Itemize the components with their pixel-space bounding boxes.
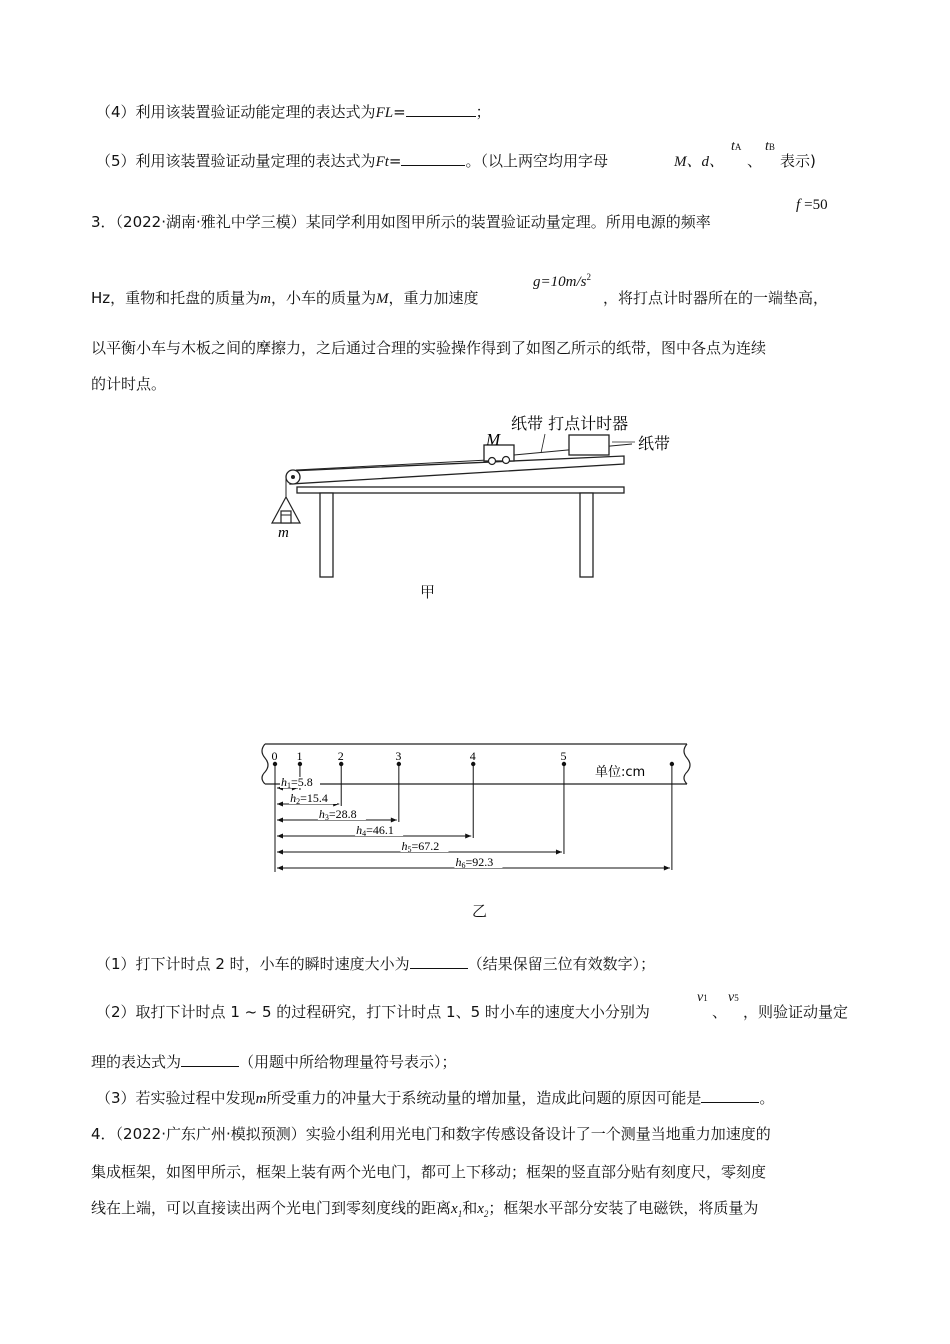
arrow-head <box>277 850 283 855</box>
distance-label: h5=67.2 <box>401 839 440 854</box>
text-seg: （用题中所给物理量符号表示）； <box>239 1053 457 1071</box>
var-tA: tA <box>731 139 742 154</box>
q3-line3: 以平衡小车与木板之间的摩擦力，之后通过合理的实验操作得到了如图乙所示的纸带，图中各点为连续 <box>91 339 767 357</box>
q3-line4: 的计时点。 <box>91 375 167 393</box>
table-leg <box>580 493 593 577</box>
part-number: （4） <box>96 103 136 121</box>
timer <box>569 435 609 455</box>
cart-wheel <box>489 458 496 465</box>
cart-wheel <box>503 457 510 464</box>
tape-torn-left <box>262 744 268 784</box>
var-m: m <box>260 291 271 307</box>
label-m: m <box>278 525 289 541</box>
q2-part5-vars <box>674 150 724 173</box>
table-top <box>297 487 624 493</box>
q4-line3 <box>91 1197 758 1225</box>
figure-b-caption: 乙 <box>472 902 488 920</box>
part-number: （5） <box>96 152 136 170</box>
var-m: m <box>255 1091 267 1107</box>
sep-comma: 、 <box>747 152 763 170</box>
label-tape: 纸带 <box>638 434 671 453</box>
text-seg: ，重力加速度 <box>388 289 479 307</box>
q3-line2-tail: ，将打点计时器所在的一端垫高， <box>603 289 829 307</box>
answer-blank[interactable] <box>181 1052 239 1067</box>
text-seg: 线在上端，可以直接读出两个光电门到零刻度线的距离 <box>91 1199 452 1217</box>
arrow-head <box>277 802 283 807</box>
part-text: 利用该装置验证动量定理的表达式为 <box>135 152 376 170</box>
expr-FL: FL <box>375 105 394 121</box>
sub-1: 1 <box>457 1209 463 1219</box>
label-tape-timer: 纸带 打点计时器 <box>511 414 629 433</box>
unit-label: 单位:cm <box>595 765 646 780</box>
point-label: 5 <box>560 749 567 763</box>
distance-label: h2=15.4 <box>290 791 328 806</box>
distance-label: h6=92.3 <box>455 855 494 870</box>
text-seg: 和 <box>462 1199 478 1217</box>
text-seg: ，小车的质量为 <box>271 289 377 307</box>
distance-label: h4=46.1 <box>356 823 394 838</box>
expr-Ft: Ft <box>375 154 389 170</box>
q3-sub1 <box>96 953 655 975</box>
arrow-head <box>465 834 471 839</box>
q2-part5 <box>96 150 608 173</box>
part-number: （2） <box>96 1003 136 1021</box>
text-seg: 理的表达式为 <box>91 1053 182 1071</box>
arrow-head <box>277 818 283 823</box>
var-x2: x <box>477 1201 484 1217</box>
var-v1: v1 <box>697 990 708 1005</box>
weight <box>281 511 291 523</box>
q3-heading: 3．（2022·湖南·雅礼中学三模）某同学利用如图甲所示的装置验证动量定理。所用电源的频率 <box>91 213 711 231</box>
tape-torn-right <box>684 744 690 784</box>
q4-line2: 集成框架，如图甲所示，框架上装有两个光电门，都可上下移动；框架的竖直部分贴有刻度尺，零刻度 <box>91 1163 767 1181</box>
point-label: 4 <box>469 749 476 763</box>
sub-2: 2 <box>483 1209 489 1219</box>
part-text: 利用该装置验证动能定理的表达式为 <box>135 103 376 121</box>
punctuation: 。 <box>759 1089 775 1107</box>
arrow-head <box>664 866 670 871</box>
text-seg: ；框架水平部分安装了电磁铁，将质量为 <box>488 1199 759 1217</box>
freq-expr: f =50 <box>796 197 828 213</box>
q2-part4 <box>96 101 491 124</box>
g-expr: $g=10m/s^2$ <box>533 272 591 290</box>
part-tail: （结果保留三位有效数字）； <box>467 955 656 973</box>
part-number: （1） <box>96 955 136 973</box>
q3-sub3 <box>96 1087 774 1110</box>
figure-a-caption: 甲 <box>420 583 436 601</box>
figure-a-apparatus <box>260 405 700 605</box>
q3-sub2-tail: ，则验证动量定 <box>743 1003 849 1021</box>
answer-blank[interactable] <box>401 151 465 166</box>
part-text: 打下计时点 2 时，小车的瞬时速度大小为 <box>135 955 410 973</box>
answer-blank[interactable] <box>406 102 476 117</box>
inclined-board <box>290 456 624 484</box>
q3-sub2 <box>96 1001 650 1023</box>
q4-heading: 4．（2022·广东广州·模拟预测）实验小组利用光电门和数字传感设备设计了一个测量当地重力加速度的 <box>91 1125 771 1143</box>
part-text: 取打下计时点 1 ~ 5 的过程研究，打下计时点 1、5 时小车的速度大小分别为 <box>135 1003 650 1021</box>
var-tB: tB <box>765 139 775 154</box>
point-label: 1 <box>296 749 303 763</box>
point-label: 0 <box>271 749 278 763</box>
q3-sub2-line2 <box>91 1051 457 1073</box>
distance-label: h1=5.8 <box>281 775 313 790</box>
punctuation: ； <box>475 103 491 121</box>
text-seg: 若实验过程中发现 <box>135 1089 256 1107</box>
table-leg <box>320 493 333 577</box>
sep-comma: 、 <box>712 1003 728 1021</box>
text-seg: 所受重力的冲量大于系统动量的增加量，造成此问题的原因可能是 <box>266 1089 702 1107</box>
equals-sign: = <box>388 152 402 170</box>
part-text-cont: 。（以上两空均用字母 <box>465 152 608 170</box>
var-M: M <box>376 291 389 307</box>
q3-line2 <box>91 287 479 310</box>
arrow-head <box>556 850 562 855</box>
distance-label: h3=28.8 <box>318 807 357 822</box>
equals-sign: = <box>393 103 406 121</box>
point-label: 3 <box>395 749 402 763</box>
arrow-head <box>277 866 283 871</box>
arrow-head <box>277 834 283 839</box>
answer-blank[interactable] <box>410 954 468 969</box>
text-seg: Hz，重物和托盘的质量为 <box>91 289 261 307</box>
part-number: （3） <box>96 1089 136 1107</box>
label-M: M <box>486 430 501 449</box>
figure-b-tape <box>255 740 695 880</box>
var-v5: v5 <box>728 990 739 1005</box>
q2-part5-tail: 表示) <box>780 152 816 170</box>
var-x1: x <box>451 1201 458 1217</box>
arrow-head <box>391 818 397 823</box>
answer-blank[interactable] <box>701 1088 759 1103</box>
point-label: 2 <box>337 749 344 763</box>
vars-M-d: M、d、 <box>674 154 724 170</box>
